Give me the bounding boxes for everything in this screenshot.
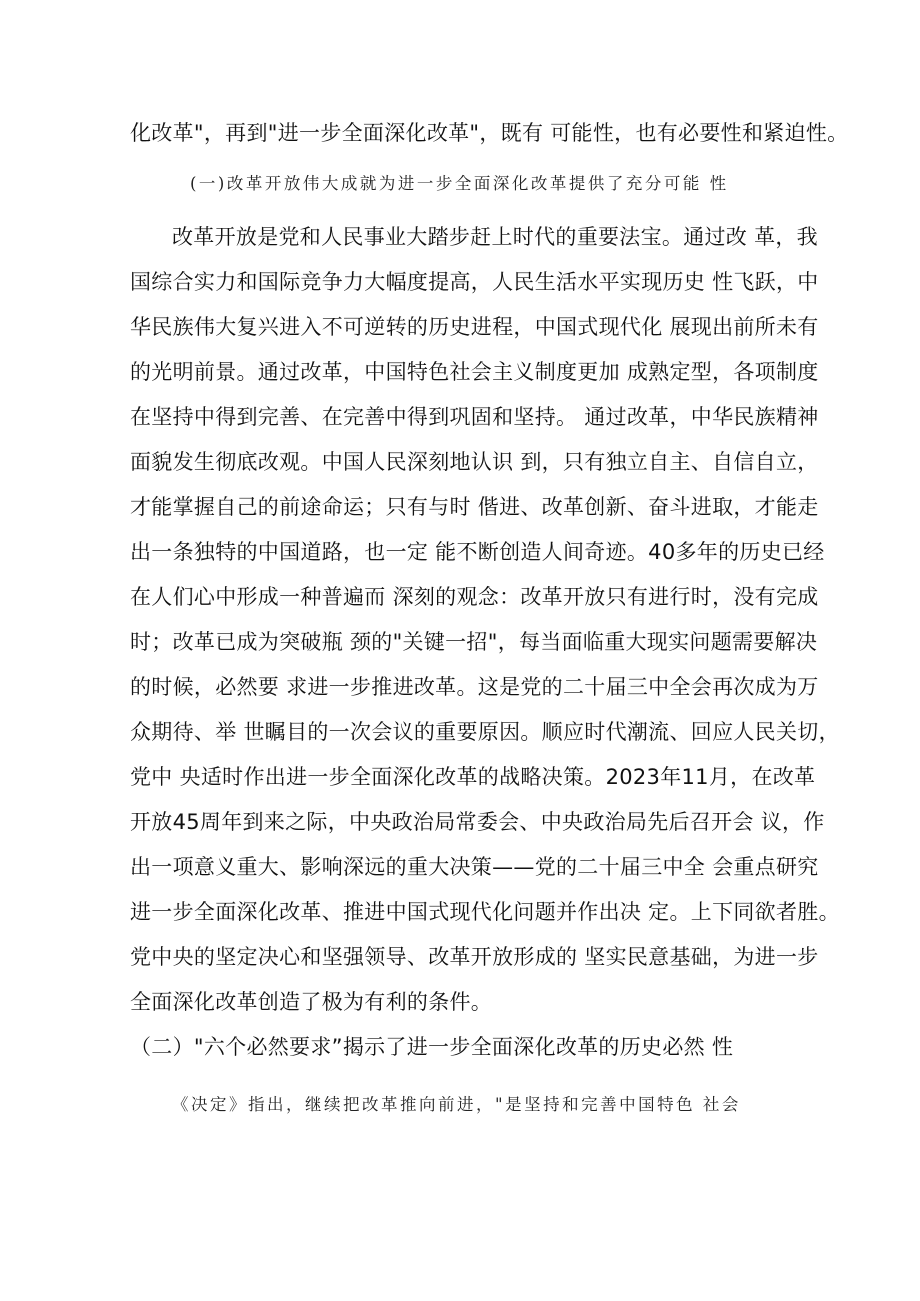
body-text-line: 国综合实力和国际竞争力大幅度提高，人民生活水平实现历史 性飞跃，中 [130,270,819,294]
body-text-line: 出一条独特的中国道路，也一定 能不断创造人间奇迹。40多年的历史已经 [130,540,825,564]
body-text-line: 华民族伟大复兴进入不可逆转的历史进程，中国式现代化 展现出前所未有 [130,315,819,339]
body-text-line: 进一步全面深化改革、推进中国式现代化问题并作出决 定。上下同欲者胜。 [130,900,840,924]
body-text-line: 化改革"，再到"进一步全面深化改革"，既有 可能性，也有必要性和紧迫性。 [130,121,849,145]
body-text-line: 全面深化改革创造了极为有利的条件。 [130,990,493,1014]
body-text-line: 时；改革已成为突破瓶 颈的"关键一招"，每当面临重大现实问题需要解决 [130,630,818,654]
body-text-line: 众期待、举 世瞩目的一次会议的重要原因。顺应时代潮流、回应人民关切， [130,720,840,744]
section-heading: 《决定》指出，继续把改革推向前进，"是坚持和完善中国特色 社会 [172,1095,741,1114]
body-text-line: 在人们心中形成一种普遍而 深刻的观念：改革开放只有进行时，没有完成 [130,585,819,609]
body-text-line: （二）"六个必然要求”揭示了进一步全面深化改革的历史必然 性 [130,1035,734,1059]
body-text-line: 面貌发生彻底改观。中国人民深刻地认识 到，只有独立自主、自信自立， [130,450,819,474]
body-text-line: 党中央的坚定决心和坚强领导、改革开放形成的 坚实民意基础，为进一步 [130,945,819,969]
paragraph-first-line: 改革开放是党和人民事业大踏步赶上时代的重要法宝。通过改 革，我 [172,225,818,249]
body-text-line: 党中 央适时作出进一步全面深化改革的战略决策。2023年11月，在改革 [130,765,816,789]
body-text-line: 开放45周年到来之际，中央政治局常委会、中央政治局先后召开会 议，作 [130,810,825,834]
section-heading: (一)改革开放伟大成就为进一步全面深化改革提供了充分可能 性 [190,174,729,193]
body-text-line: 才能掌握自己的前途命运；只有与时 偕进、改革创新、奋斗进取，才能走 [130,495,819,519]
body-text-line: 在坚持中得到完善、在完善中得到巩固和坚持。 通过改革，中华民族精神 [130,405,819,429]
body-text-line: 的时候，必然要 求进一步推进改革。这是党的二十届三中全会再次成为万 [130,675,819,699]
body-text-line: 出一项意义重大、影响深远的重大决策——党的二十届三中全 会重点研究 [130,855,819,879]
body-text-line: 的光明前景。通过改革，中国特色社会主义制度更加 成熟定型，各项制度 [130,360,819,384]
